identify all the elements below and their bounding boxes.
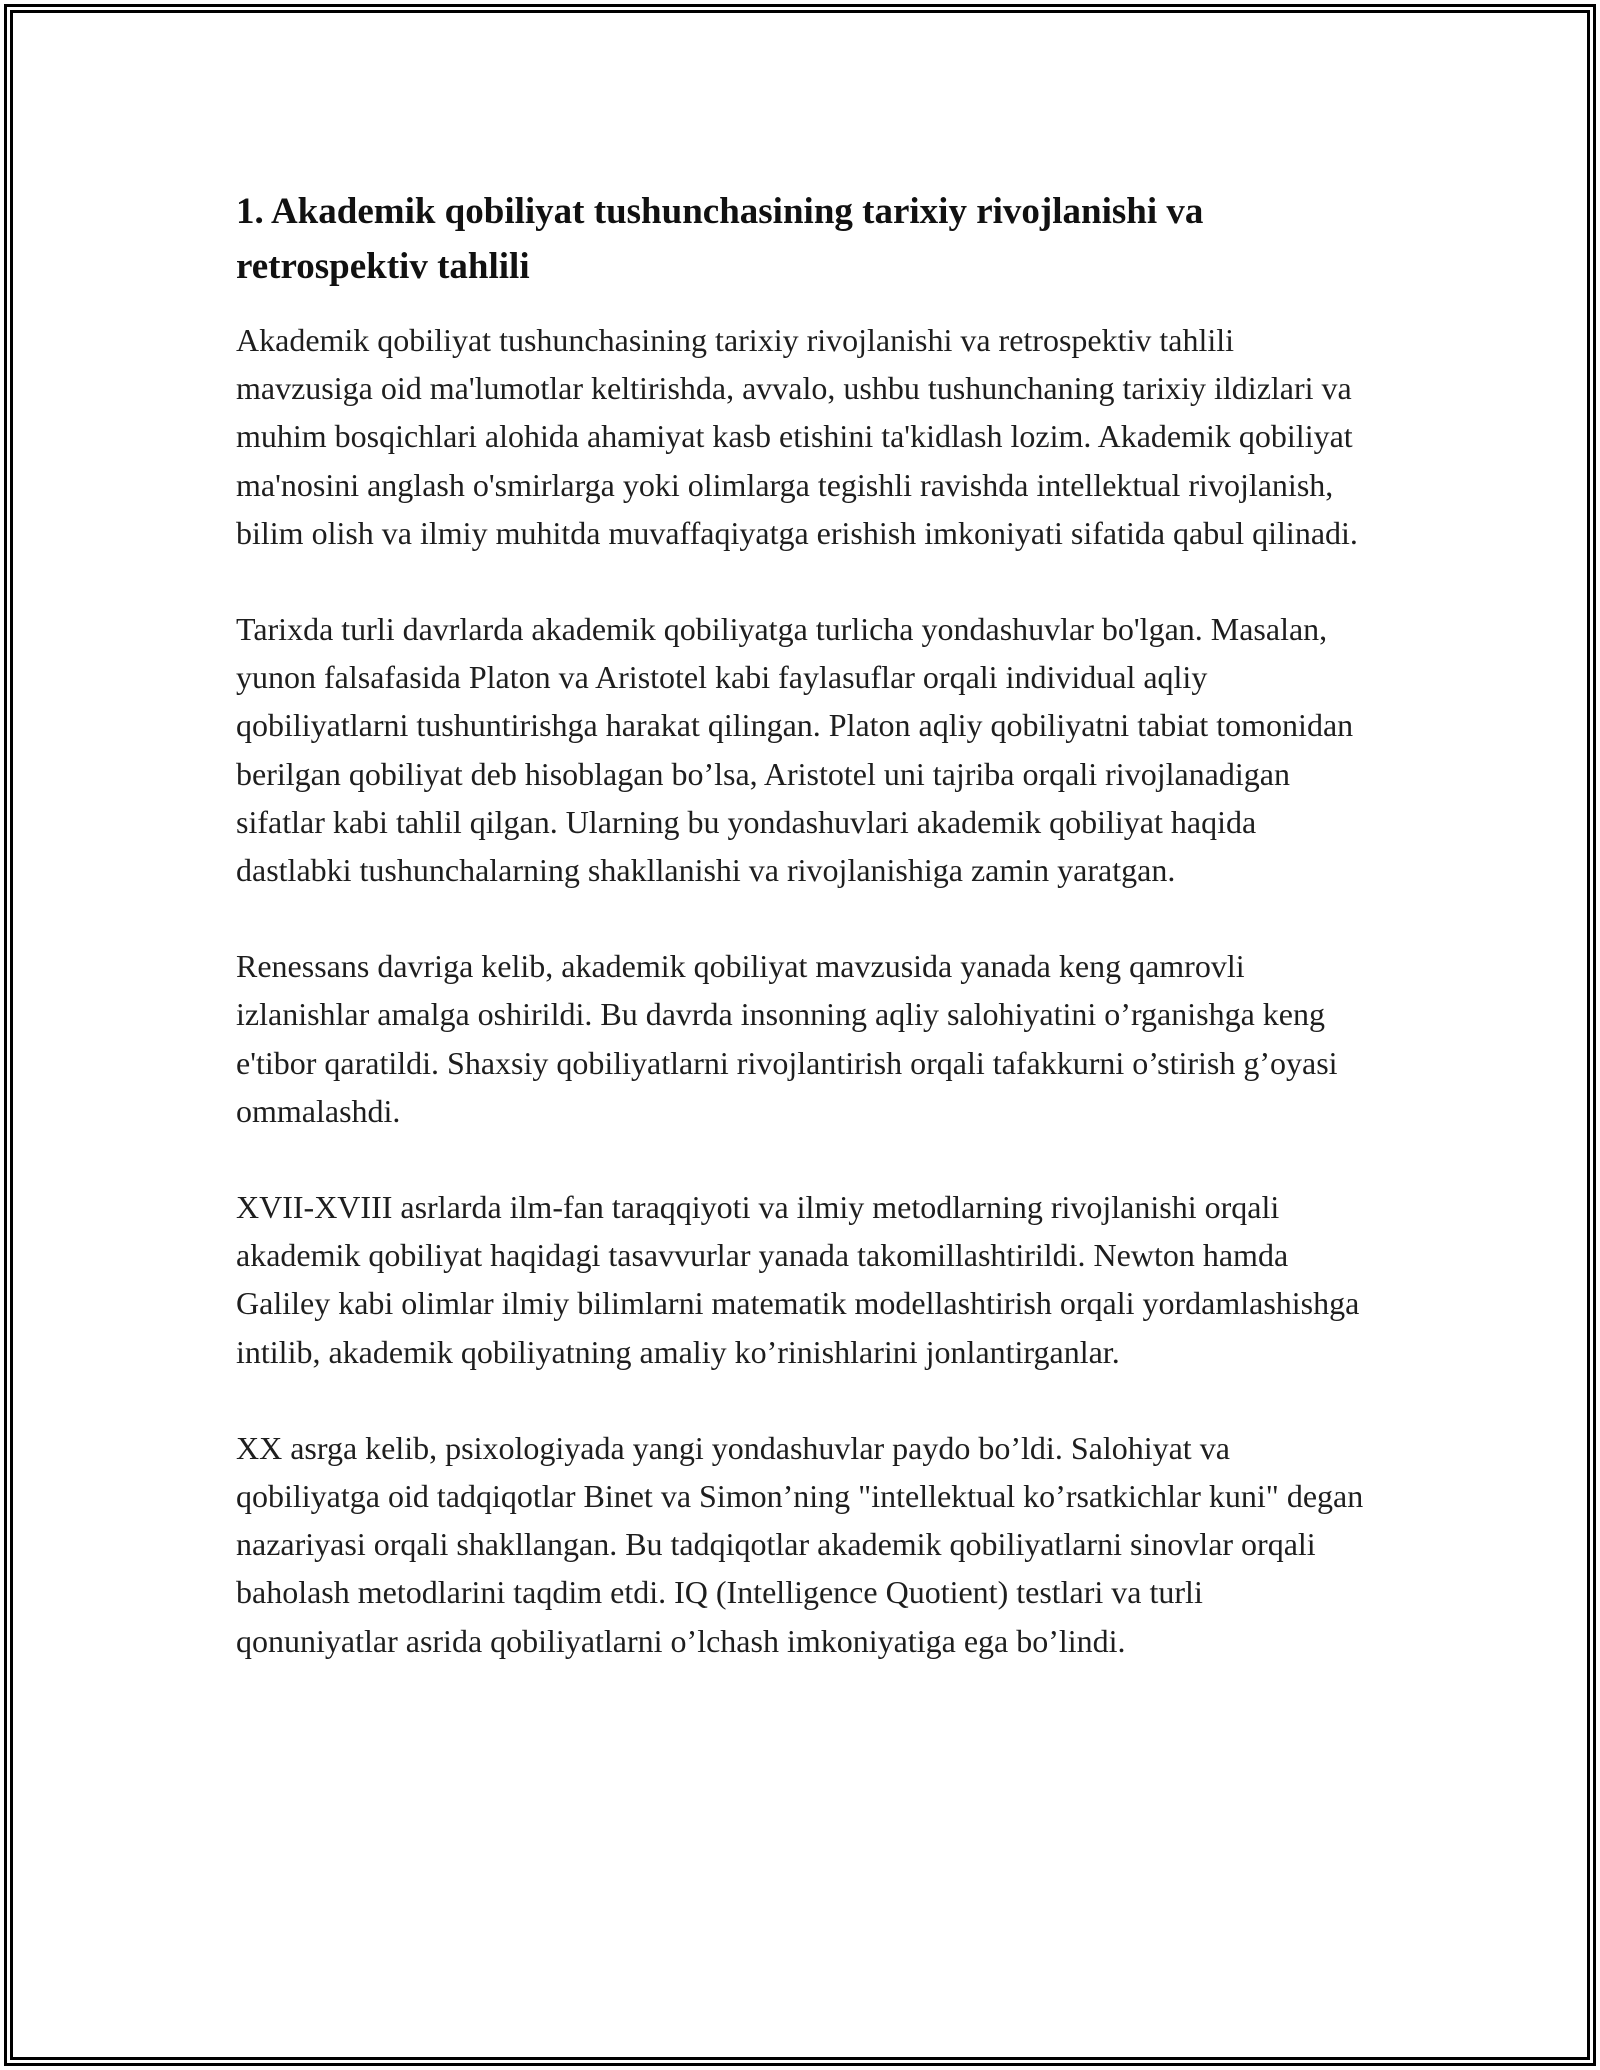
document-body xyxy=(236,184,1370,1665)
paragraph-intro: Akademik qobiliyat tushunchasining tarixiy rivojlanishi va retrospektiv tahlili mavzusiga oid ma'lumotlar keltirishda, avvalo, ushbu tushunchaning tarixiy ildizlari va muhim bosqichlari alohida ahamiyat kasb etishini ta'kidlash lozim. Akademik qobiliyat ma'nosini anglash o'smirlarga yoki olimlarga tegishli ravishda intellektual rivojlanish, bilim olish va ilmiy muhitda muvaffaqiyatga erishish imkoniyati sifatida qabul qilinadi. xyxy=(236,322,1358,551)
section-heading: 1. Akademik qobiliyat tushunchasining tarixiy rivojlanishi va retrospektiv tahlili xyxy=(236,191,1204,287)
paragraph-20th-century: XX asrga kelib, psixologiyada yangi yondashuvlar paydo bo’ldi. Salohiyat va qobiliyatga oid tadqiqotlar Binet va Simon’ning "intellektual ko’rsatkichlar kuni" degan nazariyasi orqali shakllangan. Bu tadqiqotlar akademik qobiliyatlarni sinovlar orqali baholash metodlarini taqdim etdi. IQ (Intelligence Quotient) testlari va turli qonuniyatlar asrida qobiliyatlarni o’lchash imkoniyatiga ega bo’lindi. xyxy=(236,1429,1364,1659)
paragraph-renaissance: Renessans davriga kelib, akademik qobiliyat mavzusida yanada keng qamrovli izlanishlar amalga oshirildi. Bu davrda insonning aqliy salohiyatini o’rganishga keng e'tibor qaratildi. Shaxsiy qobiliyatlarni rivojlantirish orqali tafakkurni o’stirish g’oyasi ommalashdi. xyxy=(236,948,1338,1129)
paragraph-17-18-centuries: XVII-XVIII asrlarda ilm-fan taraqqiyoti va ilmiy metodlarning rivojlanishi orqali akademik qobiliyat haqidagi tasavvurlar yanada takomillashtirildi. Newton hamda Galiley kabi olimlar ilmiy bilimlarni matematik modellashtirish orqali yordamlashishga intilib, akademik qobiliyatning amaliy ko’rinishlarini jonlantirganlar. xyxy=(236,1189,1360,1370)
paragraph-ancient-philosophy: Tarixda turli davrlarda akademik qobiliyatga turlicha yondashuvlar bo'lgan. Masalan, yunon falsafasida Platon va Aristotel kabi faylasuflar orqali individual aqliy qobiliyatlarni tushuntirishga harakat qilingan. Platon aqliy qobiliyatni tabiat tomonidan berilgan qobiliyat deb hisoblagan bo’lsa, Aristotel uni tajriba orqali rivojlanadigan sifatlar kabi tahlil qilgan. Ularning bu yondashuvlari akademik qobiliyat haqida dastlabki tushunchalarning shakllanishi va rivojlanishiga zamin yaratgan. xyxy=(236,611,1354,889)
